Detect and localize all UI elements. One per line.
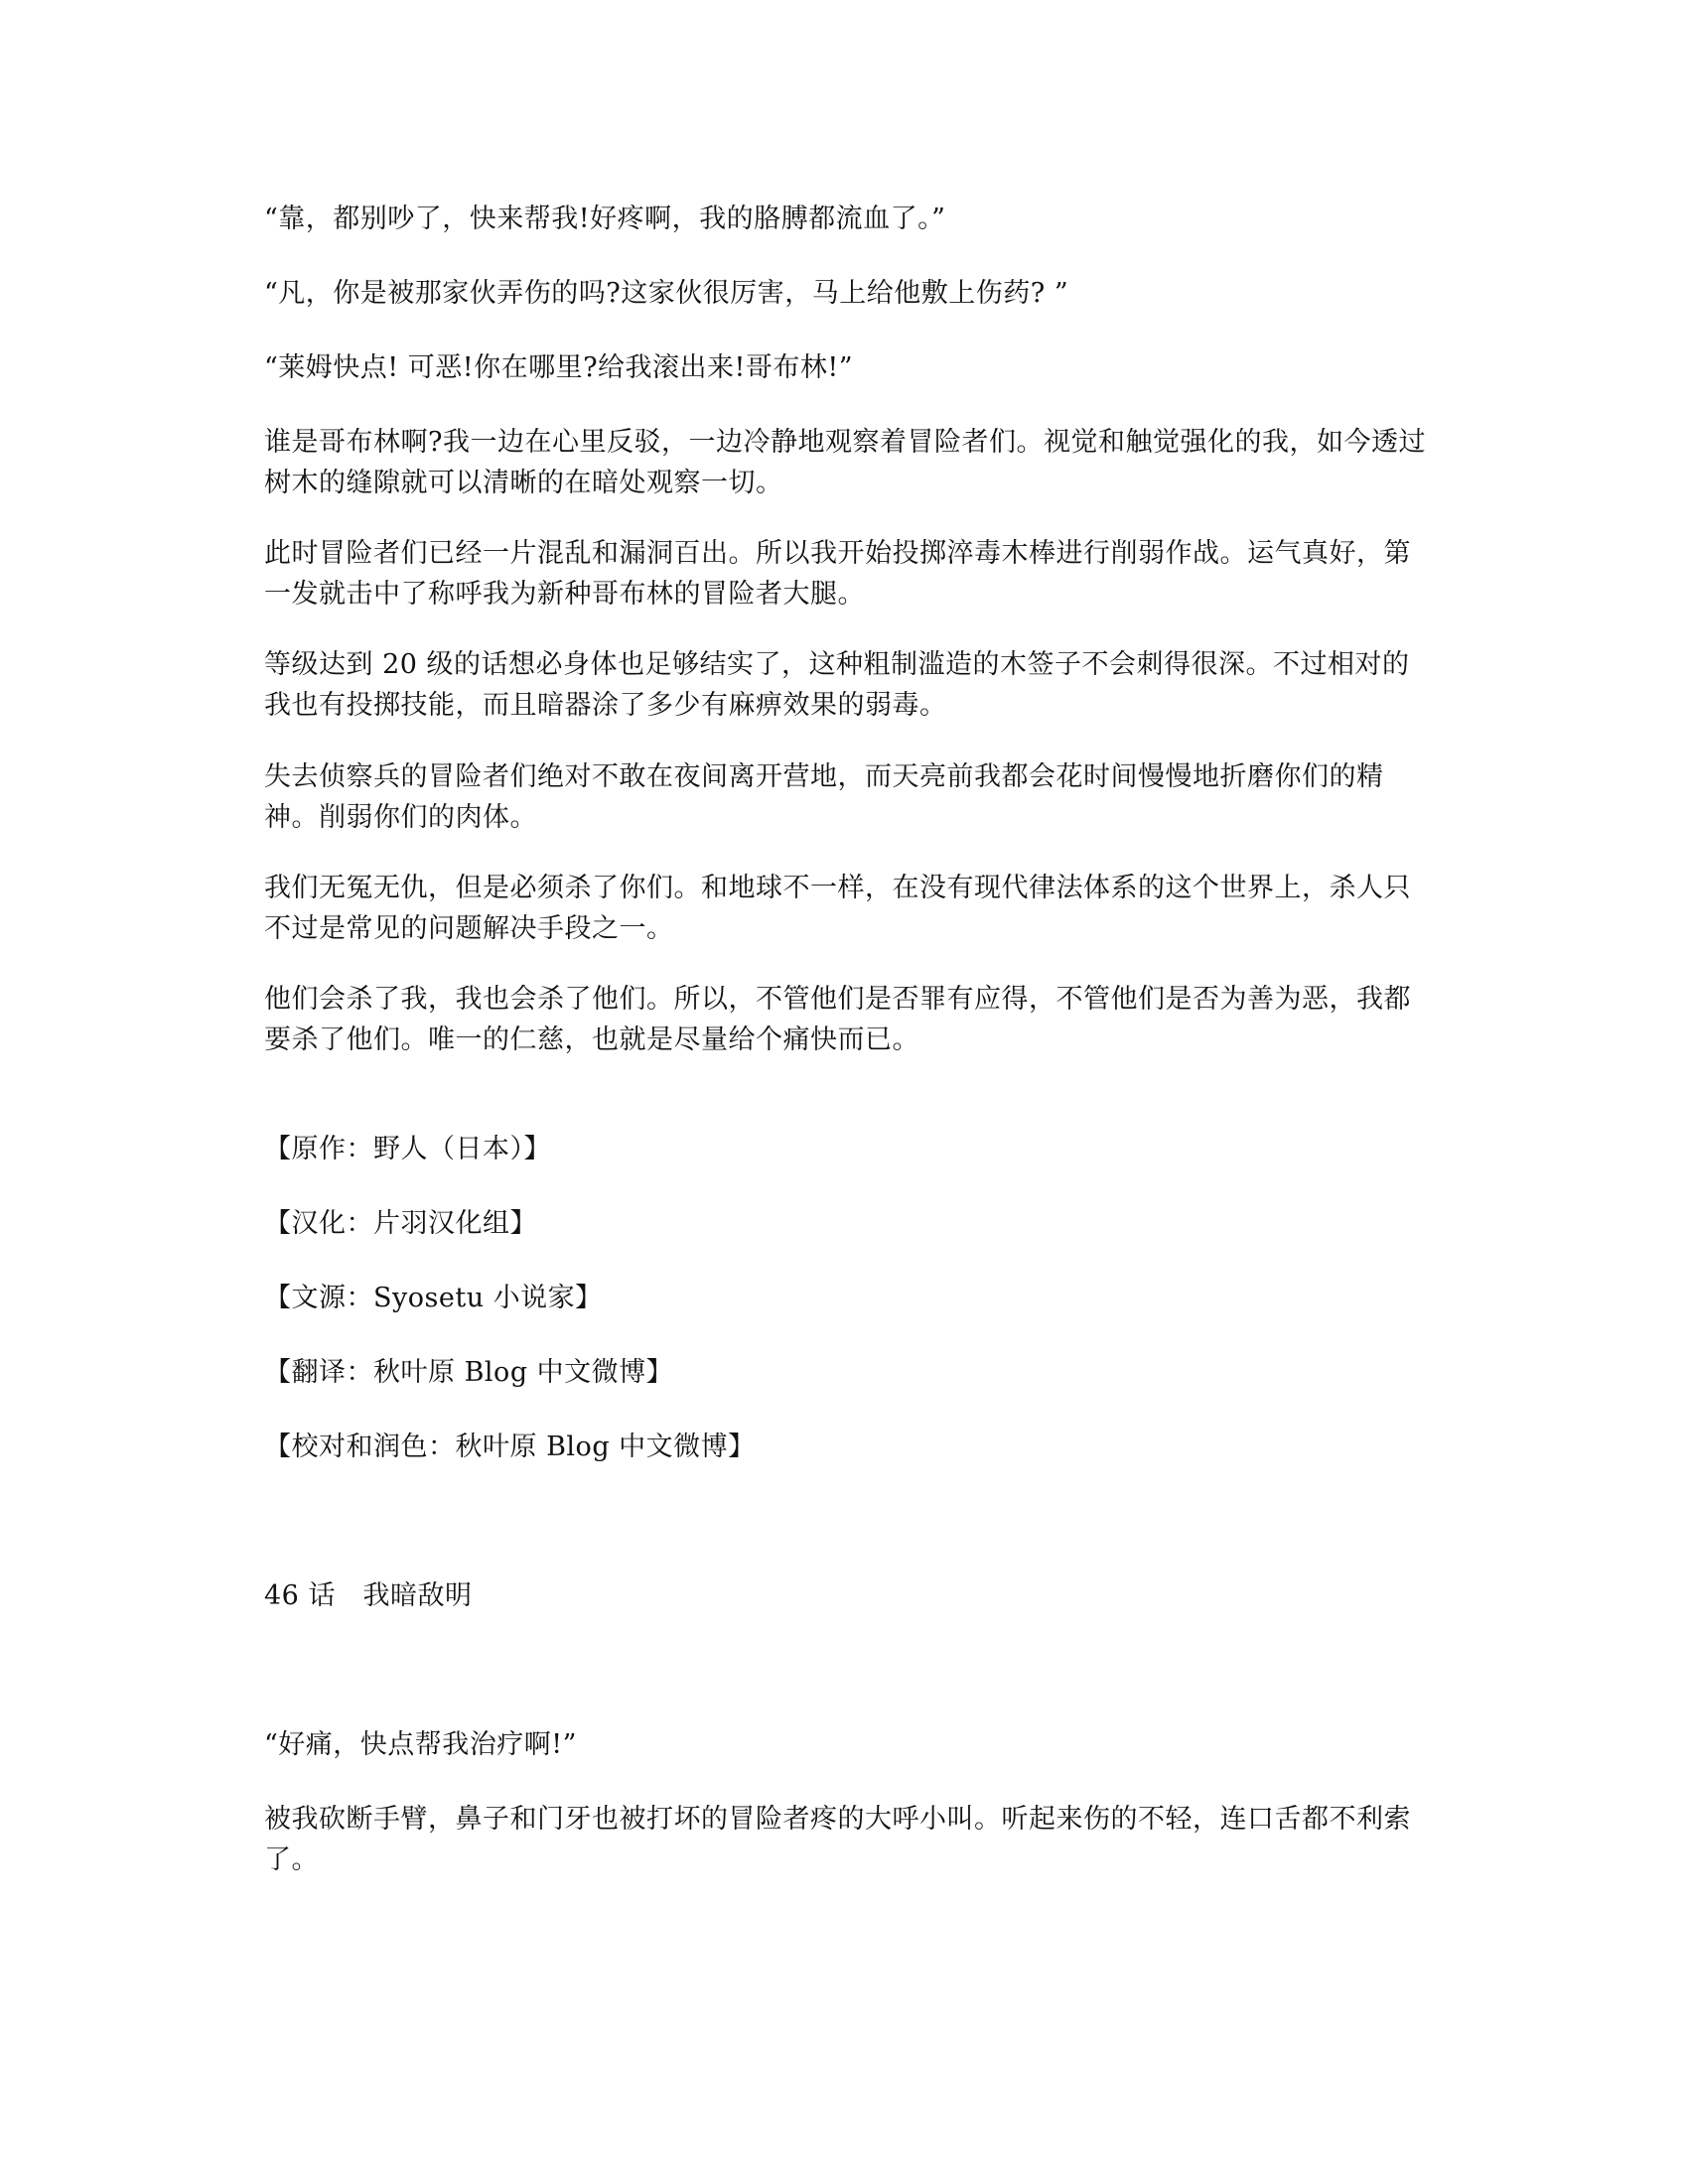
credit-line: 【翻译：秋叶原 Blog 中文微博】	[264, 1357, 674, 1388]
body-paragraph: 等级达到 20 级的话想必身体也足够结实了，这种粗制滥造的木签子不会刺得很深。不过相对的我也有投掷技能，而且暗器涂了多少有麻痹效果的弱毒。	[264, 649, 1410, 721]
credit-line: 【原作：野人（日本）】	[264, 1134, 551, 1164]
credit-line: 【文源：Syosetu 小说家】	[264, 1283, 603, 1313]
body-paragraph: 谁是哥布林啊?我一边在心里反驳，一边冷静地观察着冒险者们。视觉和触觉强化的我，如今透过树木的缝隙就可以清晰的在暗处观察一切。	[264, 427, 1426, 498]
dialogue-paragraph: “靠，都别吵了，快来帮我!好疼啊，我的胳膊都流血了。”	[264, 204, 946, 234]
credit-line: 【校对和润色：秋叶原 Blog 中文微博】	[264, 1432, 756, 1462]
body-paragraph: 被我砍断手臂，鼻子和门牙也被打坏的冒险者疼的大呼小叫。听起来伤的不轻，连口舌都不利索了。	[264, 1804, 1411, 1875]
body-paragraph: 我们无冤无仇，但是必须杀了你们。和地球不一样，在没有现代律法体系的这个世界上，杀人只不过是常见的问题解决手段之一。	[264, 873, 1411, 944]
dialogue-paragraph: “莱姆快点! 可恶!你在哪里?给我滚出来!哥布林!”	[264, 352, 854, 383]
chapter-title: 46 话 我暗敌明	[264, 1580, 473, 1611]
dialogue-paragraph: “凡，你是被那家伙弄伤的吗?这家伙很厉害，马上给他敷上伤药? ”	[264, 278, 1069, 309]
body-paragraph: 此时冒险者们已经一片混乱和漏洞百出。所以我开始投掷淬毒木棒进行削弱作战。运气真好，第一发就击中了称呼我为新种哥布林的冒险者大腿。	[264, 538, 1411, 610]
body-paragraph: 失去侦察兵的冒险者们绝对不敢在夜间离开营地，而天亮前我都会花时间慢慢地折磨你们的精神。削弱你们的肉体。	[264, 761, 1384, 833]
body-paragraph: 他们会杀了我，我也会杀了他们。所以，不管他们是否罪有应得，不管他们是否为善为恶，我都要杀了他们。唯一的仁慈，也就是尽量给个痛快而已。	[264, 984, 1411, 1055]
credit-line: 【汉化：片羽汉化组】	[264, 1208, 537, 1239]
dialogue-paragraph: “好痛，快点帮我治疗啊!”	[264, 1729, 577, 1760]
